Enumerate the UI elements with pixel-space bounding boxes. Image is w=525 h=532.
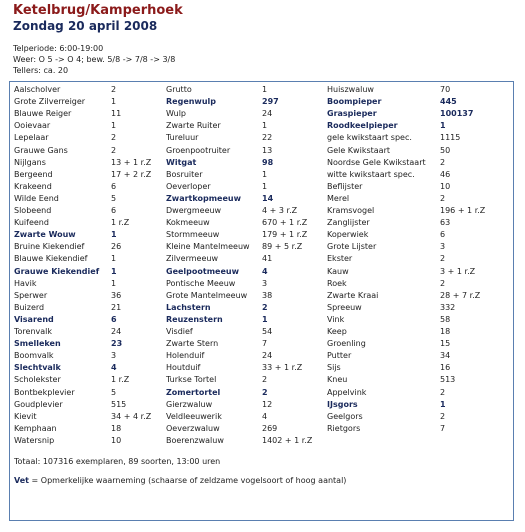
species-name: Spreeuw [327,302,362,312]
species-name: Wilde Eend [14,193,59,203]
species-name: IJsgors [327,399,358,409]
species-count: 4 [111,363,117,373]
species-count: 100137 [440,109,474,119]
species-count: 297 [262,97,279,107]
species-count: 18 [111,423,122,433]
species-name: Zomertortel [166,387,221,397]
count-period: Telperiode: 6:00-19:00 [13,44,104,53]
species-count: 1 [111,254,117,264]
species-count: 196 + 1 r.Z [440,206,486,215]
species-name: Slobeend [14,206,52,215]
species-name: Gierzwaluw [166,399,213,409]
species-name: Tureluur [166,133,199,143]
species-count: 2 [111,85,117,94]
species-name: Reuzenstern [166,314,223,324]
species-count: 2 [262,387,268,397]
species-count: 11 [111,109,122,119]
species-table [9,81,514,521]
species-count: 24 [111,327,122,336]
species-count: 1 [262,85,268,94]
species-name: Grauwe Gans [14,145,68,155]
species-name: gele kwikstaart spec. [327,133,412,143]
species-name: Goudplevier [14,399,63,409]
species-count: 34 [440,351,451,361]
species-count: 1 [262,181,268,191]
species-count: 2 [440,278,446,288]
species-name: Boompieper [327,97,382,107]
legend-key: Vet [14,476,30,485]
species-name: Oeverloper [166,181,211,191]
species-count: 1 [111,121,117,131]
species-count: 3 [440,242,446,252]
species-count: 13 [262,145,273,155]
species-name: Grote Zilverreiger [14,97,86,107]
species-count: 2 [440,387,446,397]
species-count: 2 [262,375,268,385]
species-count: 4 [262,266,268,276]
species-name: Scholekster [14,375,61,385]
species-name: Kramsvogel [327,206,375,215]
species-name: Grutto [166,85,192,94]
species-name: Ekster [327,254,353,264]
species-name: Blauwe Reiger [14,109,72,119]
species-name: Houtduif [166,363,201,373]
species-name: Dwergmeeuw [166,206,222,215]
species-count: 332 [440,302,456,312]
species-count: 22 [262,133,273,143]
species-count: 2 [111,145,117,155]
species-name: Beflijster [327,181,363,191]
species-name: Bontbekplevier [14,387,75,397]
species-count: 1 [262,121,268,131]
species-name: Holenduif [166,351,205,361]
species-name: Ooievaar [14,121,51,131]
species-name: Havik [14,278,37,288]
species-name: Grauwe Kiekendief [14,266,100,276]
species-count: 1 [440,121,446,131]
species-name: Zwarte Ruiter [166,121,221,131]
species-name: Regenwulp [166,97,216,107]
species-count: 14 [262,193,274,203]
species-name: Vink [327,314,345,324]
species-count: 2 [440,157,446,167]
species-name: Zwarte Kraai [327,290,379,300]
species-count: 2 [262,302,268,312]
species-name: Lepelaar [14,133,49,143]
species-name: Aalscholver [14,85,61,94]
species-name: Putter [327,351,352,361]
species-name: Wulp [166,109,186,119]
species-name: Sijs [327,363,341,373]
species-name: Kuifeend [14,218,49,228]
species-count: 513 [440,375,456,385]
species-name: Pontische Meeuw [166,278,236,288]
species-name: Watersnip [14,435,55,445]
species-count: 21 [111,302,122,312]
species-name: Nijlgans [14,157,46,167]
species-count: 179 + 1 r.Z [262,230,308,240]
species-count: 6 [111,181,117,191]
species-count: 1 [111,97,117,107]
species-name: Witgat [166,157,197,167]
species-count: 6 [111,206,117,215]
species-count: 54 [262,327,273,336]
species-name: Merel [327,193,350,203]
species-count: 445 [440,97,457,107]
species-count: 6 [111,314,117,324]
species-name: Visdief [166,327,193,336]
species-name: Keep [327,327,347,336]
species-count: 36 [111,290,122,300]
species-name: Zwarte Wouw [14,230,76,240]
species-count: 24 [262,351,273,361]
species-count: 98 [262,157,274,167]
species-count: 515 [111,399,127,409]
species-count: 1115 [440,133,461,143]
species-name: Krakeend [14,181,52,191]
species-count: 18 [440,327,451,336]
species-count: 6 [440,230,446,240]
species-name: Turkse Tortel [166,375,217,385]
species-name: Kemphaan [14,423,57,433]
species-name: Huiszwaluw [327,85,374,94]
species-name: Groenling [327,339,366,349]
species-name: Smelleken [14,339,61,349]
species-name: witte kwikstaart spec. [327,169,415,179]
species-count: 2 [440,193,446,203]
species-count: 1402 + 1 r.Z [262,435,313,445]
species-count: 1 [262,169,268,179]
species-count: 3 [262,278,268,288]
species-count: 50 [440,145,451,155]
species-count: 269 [262,423,278,433]
count-date: Zondag 20 april 2008 [13,19,158,33]
species-name: Bosruiter [166,169,203,179]
species-name: Zanglijster [327,218,370,228]
species-name: Boerenzwaluw [166,435,224,445]
species-name: Graspieper [327,109,377,119]
species-name: Zwarte Stern [166,339,219,349]
total-summary: Totaal: 107316 exemplaren, 89 soorten, 13:00 uren [14,457,221,466]
species-count: 38 [262,290,273,300]
species-name: Visarend [14,314,54,324]
species-name: Kokmeeuw [166,218,210,228]
species-count: 10 [111,435,122,445]
species-name: Grote Lijster [327,242,377,252]
species-count: 63 [440,218,451,228]
species-name: Groenpootruiter [166,145,231,155]
species-name: Zilvermeeuw [166,254,218,264]
species-count: 24 [262,109,273,119]
species-count: 2 [111,133,117,143]
species-count: 34 + 4 r.Z [111,411,152,421]
species-count: 5 [111,193,117,203]
species-count: 7 [440,423,446,433]
species-name: Appelvink [327,387,367,397]
species-name: Kneu [327,375,348,385]
species-count: 3 + 1 r.Z [440,266,476,276]
species-name: Gele Kwikstaart [327,145,390,155]
species-count: 4 + 3 r.Z [262,206,298,215]
species-name: Sperwer [14,290,48,300]
species-name: Noordse Gele Kwikstaart [327,157,426,167]
species-count: 41 [262,254,273,264]
species-name: Zwartkopmeeuw [166,193,241,203]
species-name: Geelgors [327,411,363,421]
species-name: Geelpootmeeuw [166,266,239,276]
species-name: Kievit [14,411,37,421]
species-count: 23 [111,339,123,349]
legend-text: = Opmerkelijke waarneming (schaarse of zeldzame vogelsoort of hoog aantal) [29,476,347,485]
species-name: Buizerd [14,302,45,312]
species-name: Koperwiek [327,230,369,240]
species-count: 4 [262,411,268,421]
species-count: 5 [111,387,117,397]
species-name: Kauw [327,266,349,276]
species-count: 3 [111,351,117,361]
species-name: Boomvalk [14,351,54,361]
species-name: Grote Mantelmeeuw [166,290,248,300]
species-count: 1 [111,278,117,288]
species-count: 46 [440,169,451,179]
species-name: Kleine Mantelmeeuw [166,242,250,252]
species-count: 2 [440,411,446,421]
species-name: Veldleeuwerik [166,411,222,421]
species-count: 17 + 2 r.Z [111,169,152,179]
species-name: Stormmeeuw [166,230,220,240]
species-count: 10 [440,181,451,191]
species-count: 70 [440,85,451,94]
species-count: 13 + 1 r.Z [111,157,152,167]
species-name: Oeverzwaluw [166,423,220,433]
species-count: 26 [111,242,122,252]
species-name: Roek [327,278,347,288]
species-count: 1 [440,399,446,409]
species-name: Blauwe Kiekendief [14,254,88,264]
species-count: 15 [440,339,451,349]
species-name: Torenvalk [14,327,53,336]
species-count: 33 + 1 r.Z [262,363,303,373]
species-count: 670 + 1 r.Z [262,218,308,228]
species-count: 1 [262,314,268,324]
species-name: Bruine Kiekendief [14,242,85,252]
species-count: 1 [111,230,117,240]
species-count: 12 [262,399,273,409]
species-name: Lachstern [166,302,211,312]
species-count: 28 + 7 r.Z [440,290,481,300]
counters-info: Tellers: ca. 20 [13,66,69,75]
species-name: Slechtvalk [14,363,61,373]
legend-note [14,476,346,485]
species-name: Roodkeelpieper [327,121,398,131]
species-count: 1 r.Z [111,218,130,228]
species-count: 89 + 5 r.Z [262,242,303,252]
species-name: Bergeend [14,169,53,179]
species-name: Rietgors [327,423,361,433]
species-count: 1 [111,266,117,276]
species-count: 1 r.Z [111,375,130,385]
species-count: 58 [440,314,451,324]
weather-info: Weer: O 5 -> O 4; bew. 5/8 -> 7/8 -> 3/8 [13,55,176,64]
page-title: Ketelbrug/Kamperhoek [13,3,183,18]
species-count: 16 [440,363,451,373]
species-count: 2 [440,254,446,264]
species-count: 7 [262,339,268,349]
